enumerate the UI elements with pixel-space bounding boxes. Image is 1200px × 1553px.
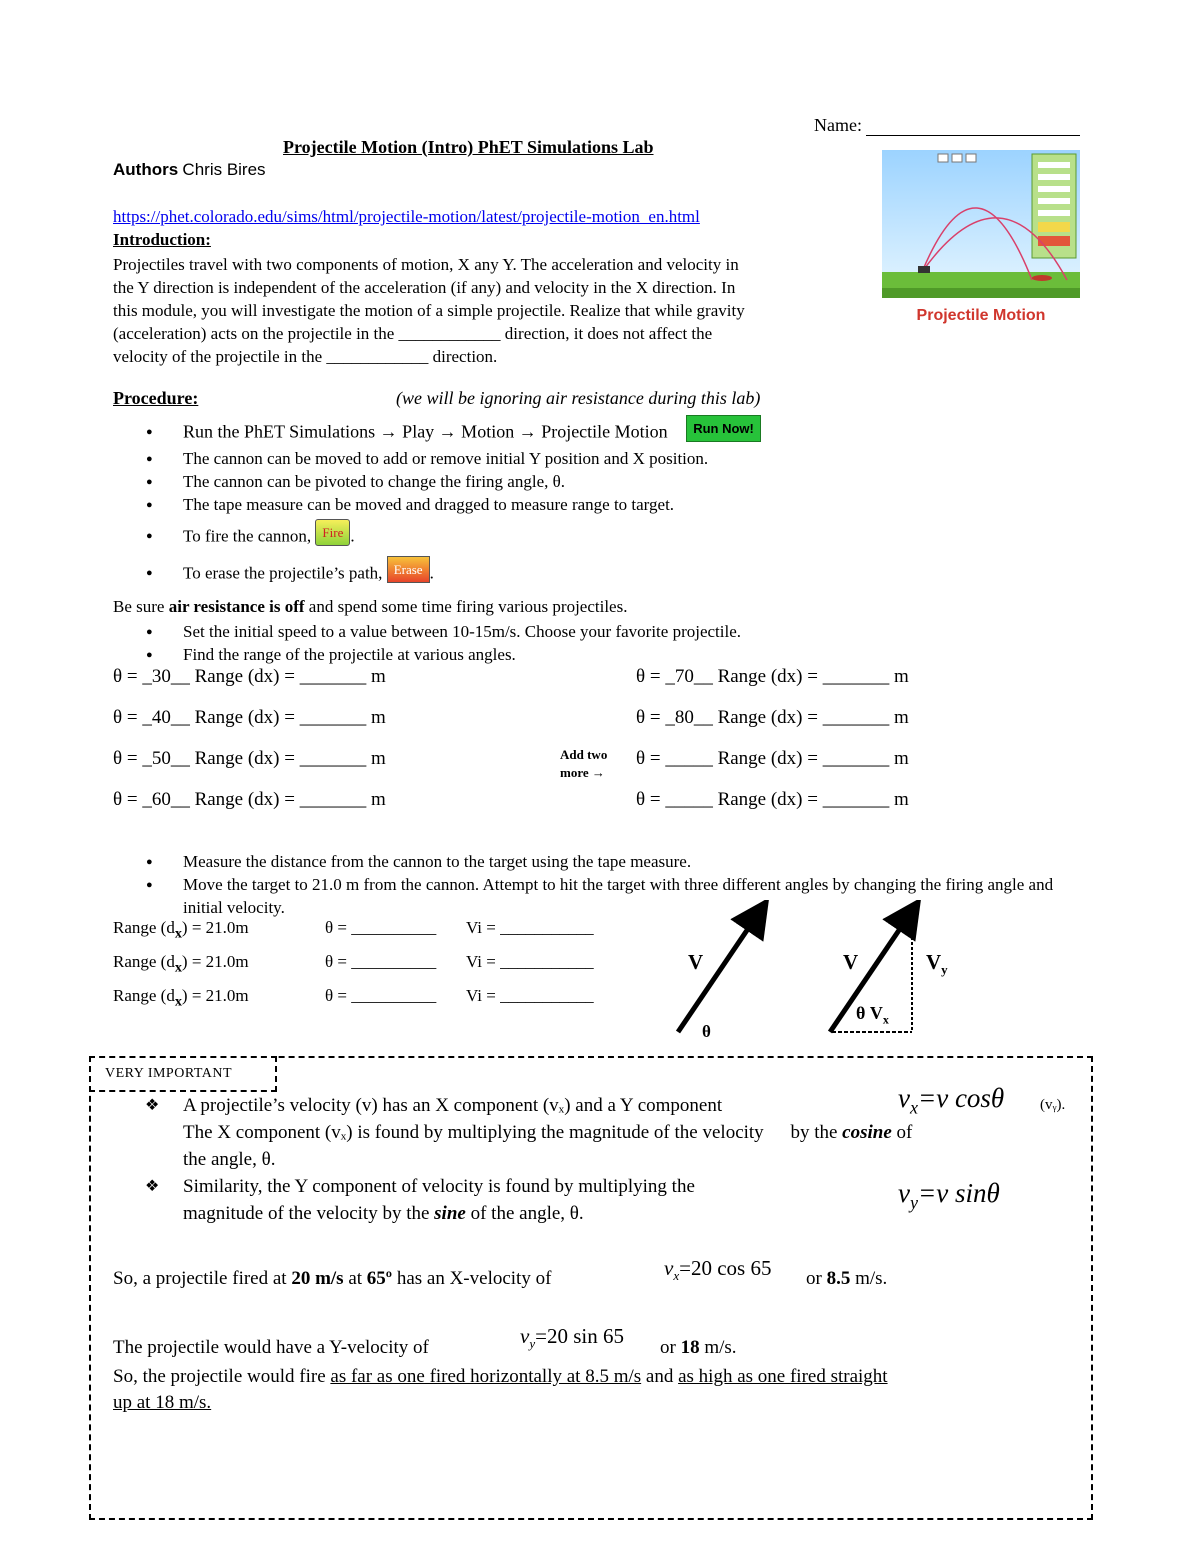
vy-label: $V_y$ bbox=[926, 950, 948, 978]
sim-preview-image bbox=[882, 150, 1080, 298]
procedure-heading: Procedure: bbox=[113, 388, 199, 408]
intro-heading: Introduction: bbox=[113, 230, 211, 249]
angle-row-40[interactable]: θ = _40__ Range (dx) = _______ m bbox=[113, 707, 386, 728]
procedure-list bbox=[113, 420, 873, 588]
list-item: ● The cannon can be pivoted to change the firing angle, θ. bbox=[113, 470, 873, 493]
vector-theta-label: θ bbox=[702, 1022, 711, 1041]
target-vi-2[interactable]: Vi = ___________ bbox=[466, 952, 594, 971]
list-item: ● Find the range of the projectile at various angles. bbox=[113, 643, 873, 666]
angle-row-80[interactable]: θ = _80__ Range (dx) = _______ m bbox=[636, 707, 909, 728]
list-item: ● Measure the distance from the cannon to the target using the tape measure. bbox=[113, 850, 1083, 873]
list-item: ● Move the target to 21.0 m from the cannon. Attempt to hit the target with three different angles by changing the firing angle and initial velocity. bbox=[113, 873, 1083, 919]
important-tag-box bbox=[89, 1056, 277, 1092]
angle-row-70[interactable]: θ = _70__ Range (dx) = _______ m bbox=[636, 666, 909, 687]
thumbnail-caption: Projectile Motion bbox=[916, 307, 1046, 324]
angle-row-60[interactable]: θ = _60__ Range (dx) = _______ m bbox=[113, 789, 386, 810]
page-title: Projectile Motion (Intro) PhET Simulations Lab bbox=[283, 137, 654, 157]
list-item: ❖ Similarity, the Y component of velocity is found by multiplying the magnitude of the velocity by the sine of the angle, θ. bbox=[113, 1173, 1093, 1227]
example-x-velocity: So, a projectile fired at 20 m/s at 65º has an X-velocity of bbox=[113, 1268, 552, 1289]
vector-v-label: V bbox=[688, 950, 704, 974]
target-theta-1[interactable]: θ = __________ bbox=[325, 918, 437, 937]
list-item: ● Run the PhET Simulations → Play → Motion → Projectile Motion Run Now! bbox=[113, 420, 873, 447]
target-theta-2[interactable]: θ = __________ bbox=[325, 952, 437, 971]
intro-body: Projectiles travel with two components of motion, X any Y. The acceleration and velocity in the Y direction is independent of the acceleration (if any) and velocity in the X direction. In this module, you will investigate the motion of a simple projectile. Realize that while gravity (acceleration) acts on the projectile in the ____________ direction, it does not affect the velocity of the projectile in the ____________ direction. bbox=[113, 255, 745, 366]
example-x-result: or 8.5 m/s. bbox=[806, 1268, 888, 1289]
equation-example-vx: $v_x=20$ cos 65 bbox=[664, 1256, 772, 1284]
angle-row-extra-2[interactable]: θ = _____ Range (dx) = _______ m bbox=[636, 789, 909, 810]
target-row-1: Range $(d_x) = 21.0m$ bbox=[113, 918, 249, 942]
list-item: ● To fire the cannon, Fire . bbox=[113, 524, 873, 551]
target-vi-3[interactable]: Vi = ___________ bbox=[466, 986, 594, 1005]
name-blank[interactable] bbox=[866, 119, 1080, 136]
list-item: ❖ A projectile’s velocity (v) has an X component (vₓ) and a Y component The X component (vₓ) is found by multiplying the magnitude of the velocity by the cosine of the angle, θ. bbox=[113, 1092, 1093, 1173]
important-tag: VERY IMPORTANT bbox=[105, 1066, 233, 1081]
example-conclusion: So, the projectile would fire as far as one fired horizontally at 8.5 m/s and as high as one fired straight up at 18 m/s. bbox=[113, 1366, 888, 1413]
target-theta-3[interactable]: θ = __________ bbox=[325, 986, 437, 1005]
angle-row-extra-1[interactable]: θ = _____ Range (dx) = _______ m bbox=[636, 748, 909, 769]
angle-row-30[interactable]: θ = _30__ Range (dx) = _______ m bbox=[113, 666, 386, 687]
angle-row-50[interactable]: θ = _50__ Range (dx) = _______ m bbox=[113, 748, 386, 769]
list-item: ● To erase the projectile’s path, Erase . bbox=[113, 561, 873, 588]
name-field: Name: bbox=[814, 115, 1080, 136]
fire-button[interactable]: Fire bbox=[315, 519, 350, 546]
list-item: ● Set the initial speed to a value between 10-15m/s. Choose your favorite projectile. bbox=[113, 620, 873, 643]
target-row-2: Range $(d_x) = 21.0m$ bbox=[113, 952, 249, 976]
vy-tail: (vᵧ). bbox=[1040, 1097, 1066, 1113]
air-resistance-list bbox=[113, 620, 873, 666]
authors: Authors Chris Bires bbox=[113, 160, 266, 179]
erase-button[interactable]: Erase bbox=[387, 556, 430, 583]
target-row-3: Range $(d_x) = 21.0m$ bbox=[113, 986, 249, 1010]
equation-vx: $v_x=v$ cosθ bbox=[898, 1083, 1005, 1118]
list-item: ● The tape measure can be moved and dragged to measure range to target. bbox=[113, 493, 873, 516]
projectile-motion-thumbnail bbox=[882, 150, 1080, 324]
example-y-velocity: The projectile would have a Y-velocity of bbox=[113, 1337, 429, 1358]
equation-example-vy: $v_y=20$ sin 65 bbox=[520, 1324, 624, 1352]
air-resistance-text: Be sure air resistance is off and spend some time firing various projectiles. bbox=[113, 597, 628, 616]
phet-link[interactable]: https://phet.colorado.edu/sims/html/projectile-motion/latest/projectile-motion_en.html bbox=[113, 207, 700, 226]
run-now-button[interactable]: Run Now! bbox=[686, 415, 761, 442]
target-vi-1[interactable]: Vi = ___________ bbox=[466, 918, 594, 937]
add-two-more-note: Add two more → bbox=[560, 747, 608, 780]
example-y-result: or 18 m/s. bbox=[660, 1337, 737, 1358]
equation-vy: $v_y=v$ sinθ bbox=[898, 1178, 1000, 1213]
list-item: ● The cannon can be moved to add or remove initial Y position and X position. bbox=[113, 447, 873, 470]
vector-v-label-2: V bbox=[843, 950, 859, 974]
theta-vx-label: θ $V_x$ bbox=[856, 1003, 889, 1027]
procedure-note: (we will be ignoring air resistance during this lab) bbox=[396, 388, 761, 408]
